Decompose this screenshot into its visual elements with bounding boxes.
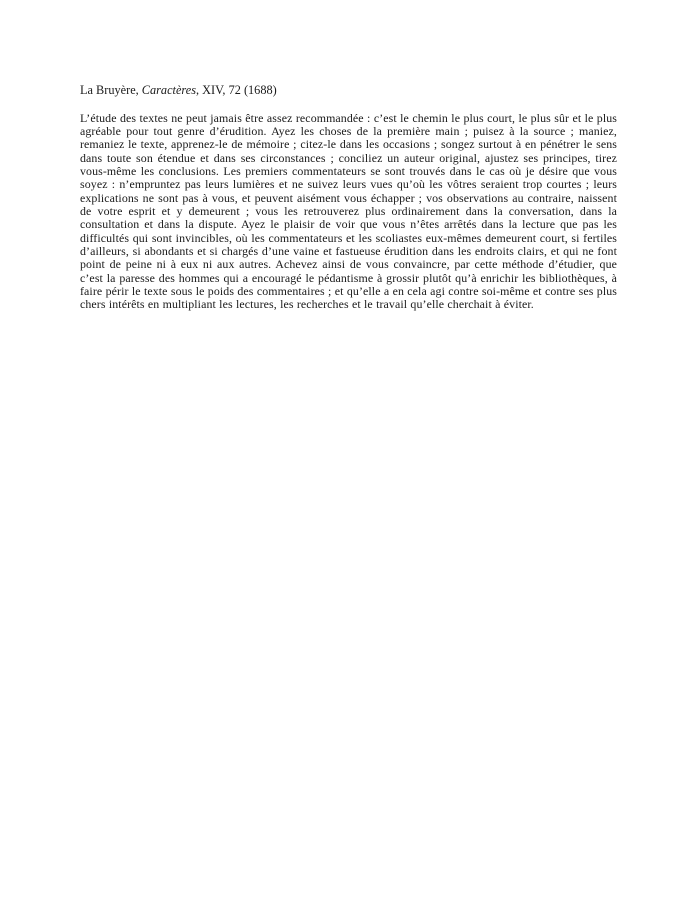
body-paragraph: L’étude des textes ne peut jamais être assez recommandée : c’est le chemin le plus court, le plus sûr et le plus agréable pour tout genre d’érudition. Ayez les choses de la première main ; puisez à la source ; maniez, remaniez le texte, apprenez-le de mémoire ; citez-le dans les occasions ; songez surtout à en pénétrer le sens dans toute son étendue et dans ses circonstances ; conciliez un auteur original, ajustez ses principes, tirez vous-même les conclusions. Les premiers commentateurs se sont trouvés dans le cas où je désire que vous soyez : n’empruntez pas leurs lumières et ne suivez leurs vues qu’où les vôtres seraient trop courtes ; leurs explications ne sont pas à vous, et peuvent aisément vous échapper ; vos observations au contraire, naissent de votre esprit et y demeurent ; vous les retrouverez plus ordinairement dans la conversation, dans la consultation et dans la dispute. Ayez le plaisir de voir que vous n’êtes arrêtés dans la lecture que pas les difficultés qui sont invincibles, où les commentateurs et les scoliastes eux-mêmes demeurent court, si fertiles d’ailleurs, si abondants et si chargés d’une vaine et fastueuse érudition dans les endroits clairs, et qui ne font point de peine ni à eux ni aux autres. Achevez ainsi de vous convaincre, par cette méthode d’étudier, que c’est la paresse des hommes qui a encouragé le pédantisme à grossir plutôt qu’à enrichir les bibliothèques, à faire périr le texte sous le poids des commentaires ; et qu’elle a en cela agi contre soi-même et contre ses plus chers intérêts en multipliant les lectures, les recherches et le travail qu’elle cherchait à éviter. <box>80 110 617 312</box>
citation-work-title: Caractères <box>141 83 196 97</box>
citation-author: La Bruyère, <box>80 83 142 97</box>
citation-reference: , XIV, 72 (1688) <box>196 83 277 97</box>
text-block <box>80 84 617 312</box>
citation-heading <box>80 84 617 98</box>
